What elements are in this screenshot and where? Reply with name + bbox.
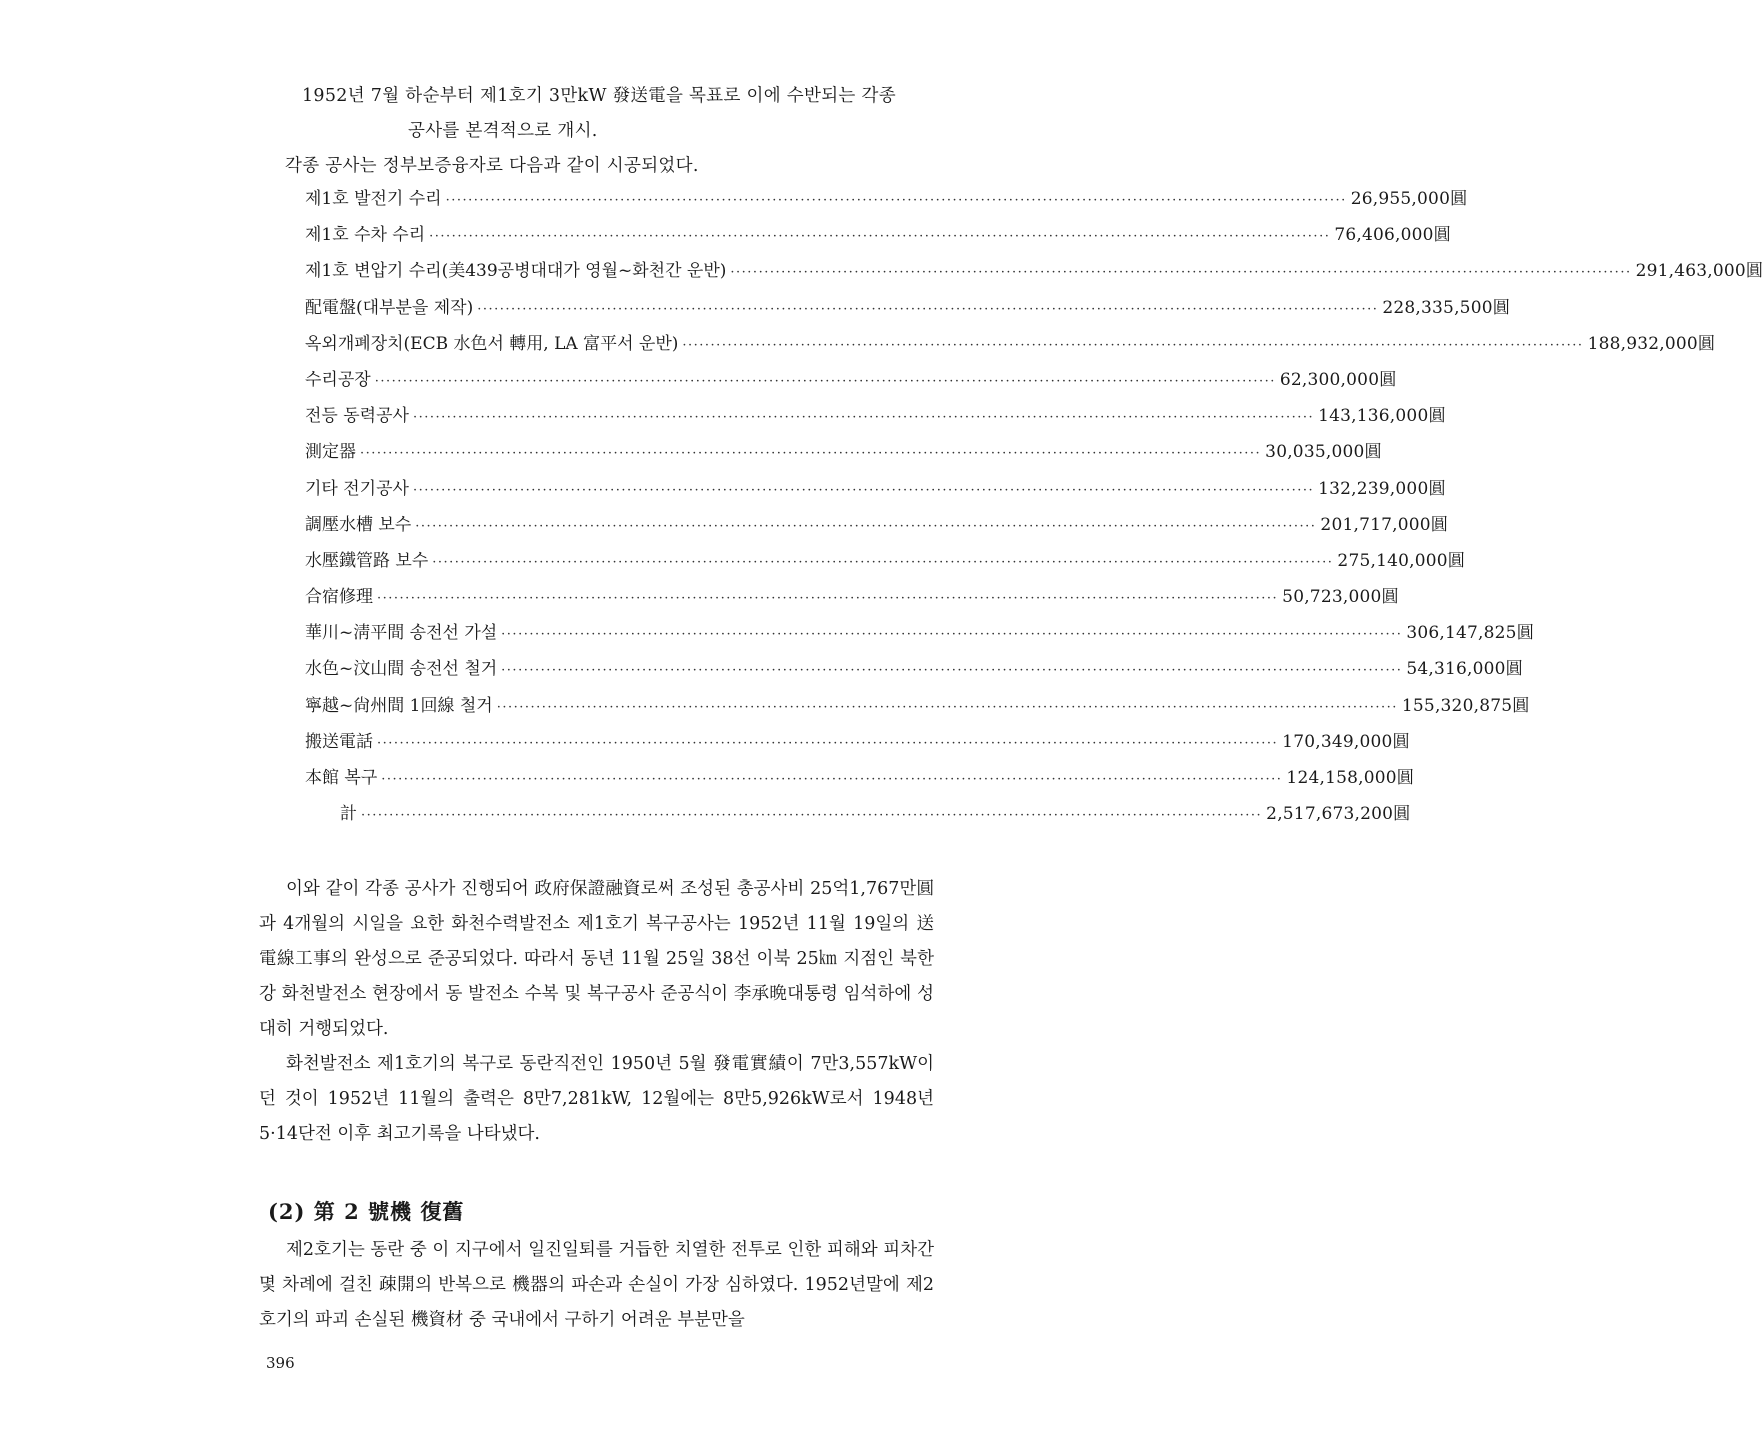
- item-amount: 124,158,000圓: [1286, 768, 1414, 788]
- item-label: 本館 복구: [305, 768, 378, 788]
- total-amount: 2,517,673,200圓: [1266, 804, 1411, 825]
- list-item: [305, 763, 1414, 799]
- list-item: [305, 618, 1534, 654]
- item-amount: 143,136,000圓: [1318, 406, 1446, 427]
- list-item: [305, 691, 1530, 727]
- leader-dots: ································································································································································: [477, 301, 1379, 317]
- item-label: 수리공장: [305, 369, 371, 390]
- item-label: 제1호 수차 수리: [305, 225, 426, 246]
- item-amount: 306,147,825圓: [1406, 623, 1534, 644]
- body-paragraph-2: [259, 1047, 934, 1152]
- cost-list: [305, 184, 1763, 835]
- leader-dots: ································································································································································: [501, 663, 1403, 679]
- list-item: [305, 365, 1397, 401]
- intro-line-3: 각종 공사는 정부보증융자로 다음과 같이 시공되었다.: [285, 156, 699, 176]
- item-amount: 291,463,000圓: [1635, 261, 1763, 282]
- list-item: [305, 727, 1410, 763]
- leader-dots: ································································································································································: [415, 518, 1317, 534]
- list-item: [305, 256, 1763, 292]
- item-amount: 62,300,000圓: [1279, 369, 1397, 390]
- list-item: [305, 546, 1465, 582]
- total-row: [305, 799, 1411, 835]
- item-label: 測定器: [305, 442, 356, 463]
- leader-dots: ································································································································································: [445, 193, 1347, 208]
- item-amount: 26,955,000圓: [1350, 189, 1468, 209]
- item-label: 제1호 발전기 수리: [305, 189, 442, 209]
- intro-line-1: 1952년 7월 하순부터 제1호기 3만kW 發送電을 목표로 이에 수반되는 각종: [302, 86, 896, 106]
- list-item: [305, 293, 1510, 329]
- item-label: 水色~汶山間 송전선 철거: [305, 659, 498, 680]
- section-paragraph: [259, 1233, 934, 1338]
- paragraph-text: 제2호기는 동란 중 이 지구에서 일진일퇴를 거듭한 치열한 전투로 인한 피해와 피차간 몇 차례에 걸친 疎開의 반복으로 機器의 파손과 손실이 가장 심하였다. 1952년말에 제2호기의 파괴 손실된 機資材 중 국내에서 구하기 어려운 부분만을: [259, 1240, 934, 1330]
- item-label: 전등 동력공사: [305, 406, 409, 427]
- list-item: [305, 184, 1468, 220]
- item-amount: 54,316,000圓: [1406, 659, 1523, 680]
- leader-dots: ································································································································································: [374, 373, 1276, 389]
- leader-dots: ································································································································································: [432, 554, 1334, 570]
- item-label: 配電盤(대부분을 제작): [305, 297, 474, 318]
- leader-dots: ································································································································································: [360, 446, 1262, 462]
- paragraph-text: 화천발전소 제1호기의 복구로 동란직전인 1950년 5월 發電實績이 7만3,557kW이던 것이 1952년 11월의 출력은 8만7,281kW, 12월에는 8만5,926kW로서 1948년 5·14단전 이후 최고기록을 나타냈다.: [259, 1054, 934, 1144]
- item-amount: 132,239,000圓: [1318, 478, 1446, 499]
- item-amount: 155,320,875圓: [1401, 695, 1530, 716]
- item-label: 寧越~尙州間 1回線 철거: [305, 695, 493, 716]
- paragraph-text: 이와 같이 각종 공사가 진행되어 政府保證融資로써 조성된 총공사비 25억1,767만圓과 4개월의 시일을 요한 화천수력발전소 제1호기 복구공사는 1952년 11월 19일의 送電線工事의 완성으로 준공되었다. 따라서 동년 11월 25일 38선 이북 25㎞ 지점인 북한강 화천발전소 현장에서 동 발전소 수복 및 복구공사 준공식이 李承晩대통령 임석하에 성대히 거행되었다.: [259, 879, 934, 1039]
- total-label: 計: [340, 804, 357, 825]
- page-number: 396: [266, 1354, 295, 1372]
- item-label: 搬送電話: [305, 731, 373, 752]
- leader-dots: ································································································································································: [377, 735, 1279, 751]
- item-amount: 30,035,000圓: [1265, 442, 1382, 463]
- item-label: 調壓水槽 보수: [305, 514, 412, 535]
- list-item: [305, 582, 1399, 618]
- leader-dots: ································································································································································: [501, 627, 1403, 643]
- list-item: [305, 437, 1382, 473]
- item-amount: 170,349,000圓: [1282, 731, 1410, 752]
- leader-dots: ································································································································································: [377, 591, 1279, 607]
- leader-dots: ································································································································································: [429, 229, 1331, 245]
- item-amount: 188,932,000圓: [1587, 333, 1716, 354]
- item-amount: 76,406,000圓: [1334, 225, 1451, 246]
- item-amount: 50,723,000圓: [1282, 587, 1399, 608]
- intro-line-2: 공사를 본격적으로 개시.: [408, 121, 598, 141]
- item-label: 기타 전기공사: [305, 478, 409, 499]
- list-item: [305, 401, 1446, 437]
- list-item: [305, 220, 1451, 256]
- leader-dots: ································································································································································: [412, 410, 1315, 426]
- body-paragraph-1: [259, 872, 934, 1047]
- section-heading: (2) 第 2 號機 復舊: [268, 1199, 465, 1224]
- list-item: [305, 654, 1523, 690]
- leader-dots: ································································································································································: [412, 482, 1315, 498]
- leader-dots: ································································································································································: [496, 699, 1398, 715]
- item-label: 제1호 변압기 수리(美439공병대대가 영월~화천간 운반): [305, 261, 727, 282]
- list-item: [305, 474, 1446, 510]
- item-label: 合宿修理: [305, 587, 373, 608]
- list-item: [305, 510, 1448, 546]
- item-label: 水壓鐵管路 보수: [305, 550, 429, 571]
- item-label: 옥외개폐장치(ECB 水色서 轉用, LA 富平서 운반): [305, 333, 679, 354]
- leader-dots: ································································································································································: [682, 337, 1584, 353]
- leader-dots: ································································································································································: [381, 772, 1283, 787]
- leader-dots: ································································································································································: [361, 808, 1263, 824]
- item-amount: 275,140,000圓: [1337, 550, 1465, 571]
- item-amount: 228,335,500圓: [1382, 297, 1510, 318]
- item-label: 華川~淸平間 송전선 가설: [305, 623, 498, 644]
- leader-dots: ································································································································································: [730, 265, 1632, 281]
- list-item: [305, 329, 1716, 365]
- item-amount: 201,717,000圓: [1320, 514, 1448, 535]
